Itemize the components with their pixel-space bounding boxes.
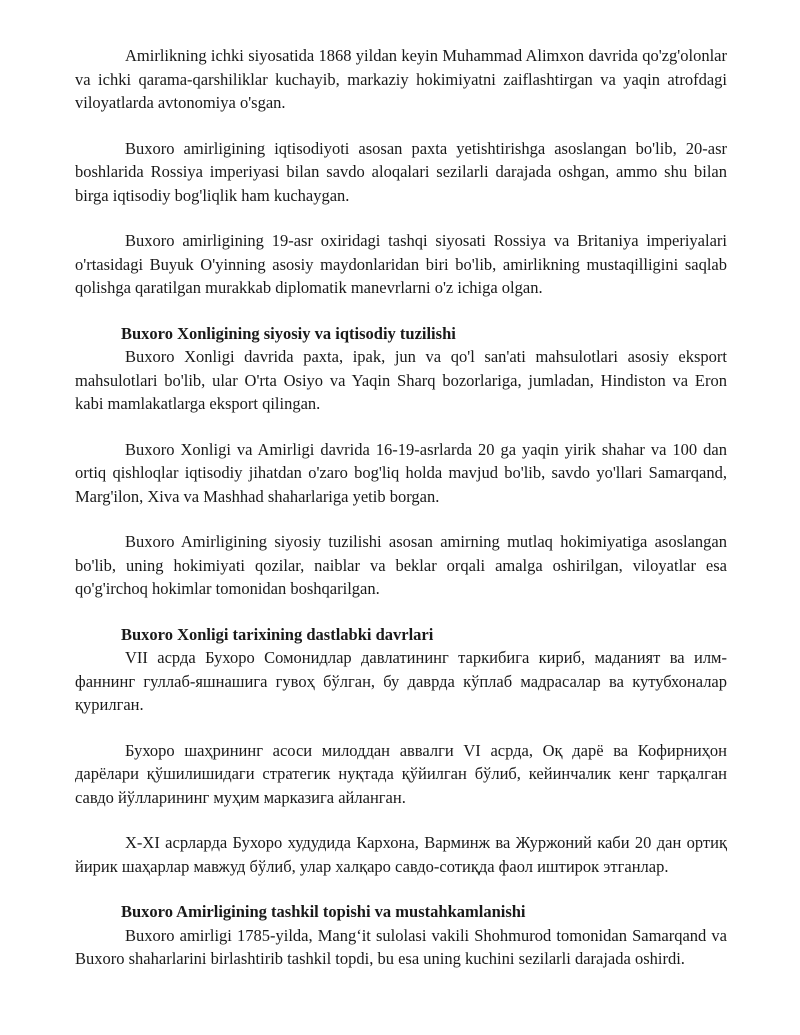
- paragraph: Бухоро шаҳрининг асоси милоддан аввалги VI асрда, Оқ дарё ва Кофирниҳон дарёлари қўшилишидаги стратегик нуқтада қўйилган бўлиб, кейинчалик кенг тарқалган савдо йўлларининг муҳим марказига айланган.: [75, 740, 727, 807]
- paragraph: Buxoro Amirligining siyosiy tuzilishi asosan amirning mutlaq hokimiyatiga asoslangan bo'lib, uning hokimiyati qozilar, naiblar va beklar orqali amalga oshirilgan, viloyatlar esa qo'g'irchoq hokimlar tomonidan boshqarilgan.: [75, 532, 727, 598]
- paragraph: VII асрда Бухоро Сомонидлар давлатининг таркибига кириб, маданият ва илм-фаннинг гуллаб-яшнашига гувоҳ бўлган, бу даврда кўплаб мадрасалар ва кутубхоналар қурилган.: [75, 648, 727, 714]
- paragraph: Buxoro amirligining iqtisodiyoti asosan paxta yetishtirishga asoslangan bo'lib, 20-asr boshlarida Rossiya imperiyasi bilan savdo aloqalari sezilarli darajada oshgan, ammo shu bilan birga iqtisodiy bog'liqlik ham kuchaygan.: [75, 138, 727, 205]
- section-heading: Buxoro Xonligining siyosiy va iqtisodiy tuzilishi: [121, 323, 456, 343]
- section-heading: Buxoro Xonligi tarixining dastlabki davrlari: [121, 624, 434, 644]
- paragraph: X-XI асрларда Бухоро худудида Кархона, Варминж ва Журжоний каби 20 дан ортиқ йирик шаҳарлар мавжуд бўлиб, улар халқаро савдо-сотиқда фаол иштирок этганлар.: [75, 833, 727, 876]
- paragraph: Buxoro amirligi 1785-yilda, Mang‘it sulolasi vakili Shohmurod tomonidan Samarqand va Buxoro shaharlarini birlashtirib tashkil topdi, bu esa uning kuchini sezilarli darajada oshirdi.: [75, 925, 727, 968]
- document-page: [75, 44, 727, 971]
- section-heading: Buxoro Amirligining tashkil topishi va mustahkamlanishi: [121, 902, 526, 921]
- paragraph: Amirlikning ichki siyosatida 1868 yildan keyin Muhammad Alimxon davrida qo'zg'olonlar va ichki qarama-qarshiliklar kuchayib, markaziy hokimiyatni zaiflashtirgan va yaqin atrofdagi viloyatlarda avtonomiya o'sgan.: [75, 46, 727, 112]
- paragraph: Buxoro Xonligi davrida paxta, ipak, jun va qo'l san'ati mahsulotlari asosiy eksport mahsulotlari bo'lib, ular O'rta Osiyo va Yaqin Sharq bozorlariga, jumladan, Hindiston va Eron kabi mamlakatlarga eksport qilingan.: [75, 347, 727, 413]
- paragraph: Buxoro Xonligi va Amirligi davrida 16-19-asrlarda 20 ga yaqin yirik shahar va 100 dan ortiq qishloqlar iqtisodiy jihatdan o'zaro bog'liq holda mavjud bo'lib, savdo yo'llari Samarqand, Marg'ilon, Xiva va Mashhad shaharlariga yetib borgan.: [75, 439, 727, 506]
- paragraph: Buxoro amirligining 19-asr oxiridagi tashqi siyosati Rossiya va Britaniya imperiyalari o'rtasidagi Buyuk O'yinning asosiy maydonlaridan biri bo'lib, amirlikning mustaqilligini saqlab qolishga qaratilgan murakkab diplomatik manevrlarni o'z ichiga olgan.: [75, 231, 727, 297]
